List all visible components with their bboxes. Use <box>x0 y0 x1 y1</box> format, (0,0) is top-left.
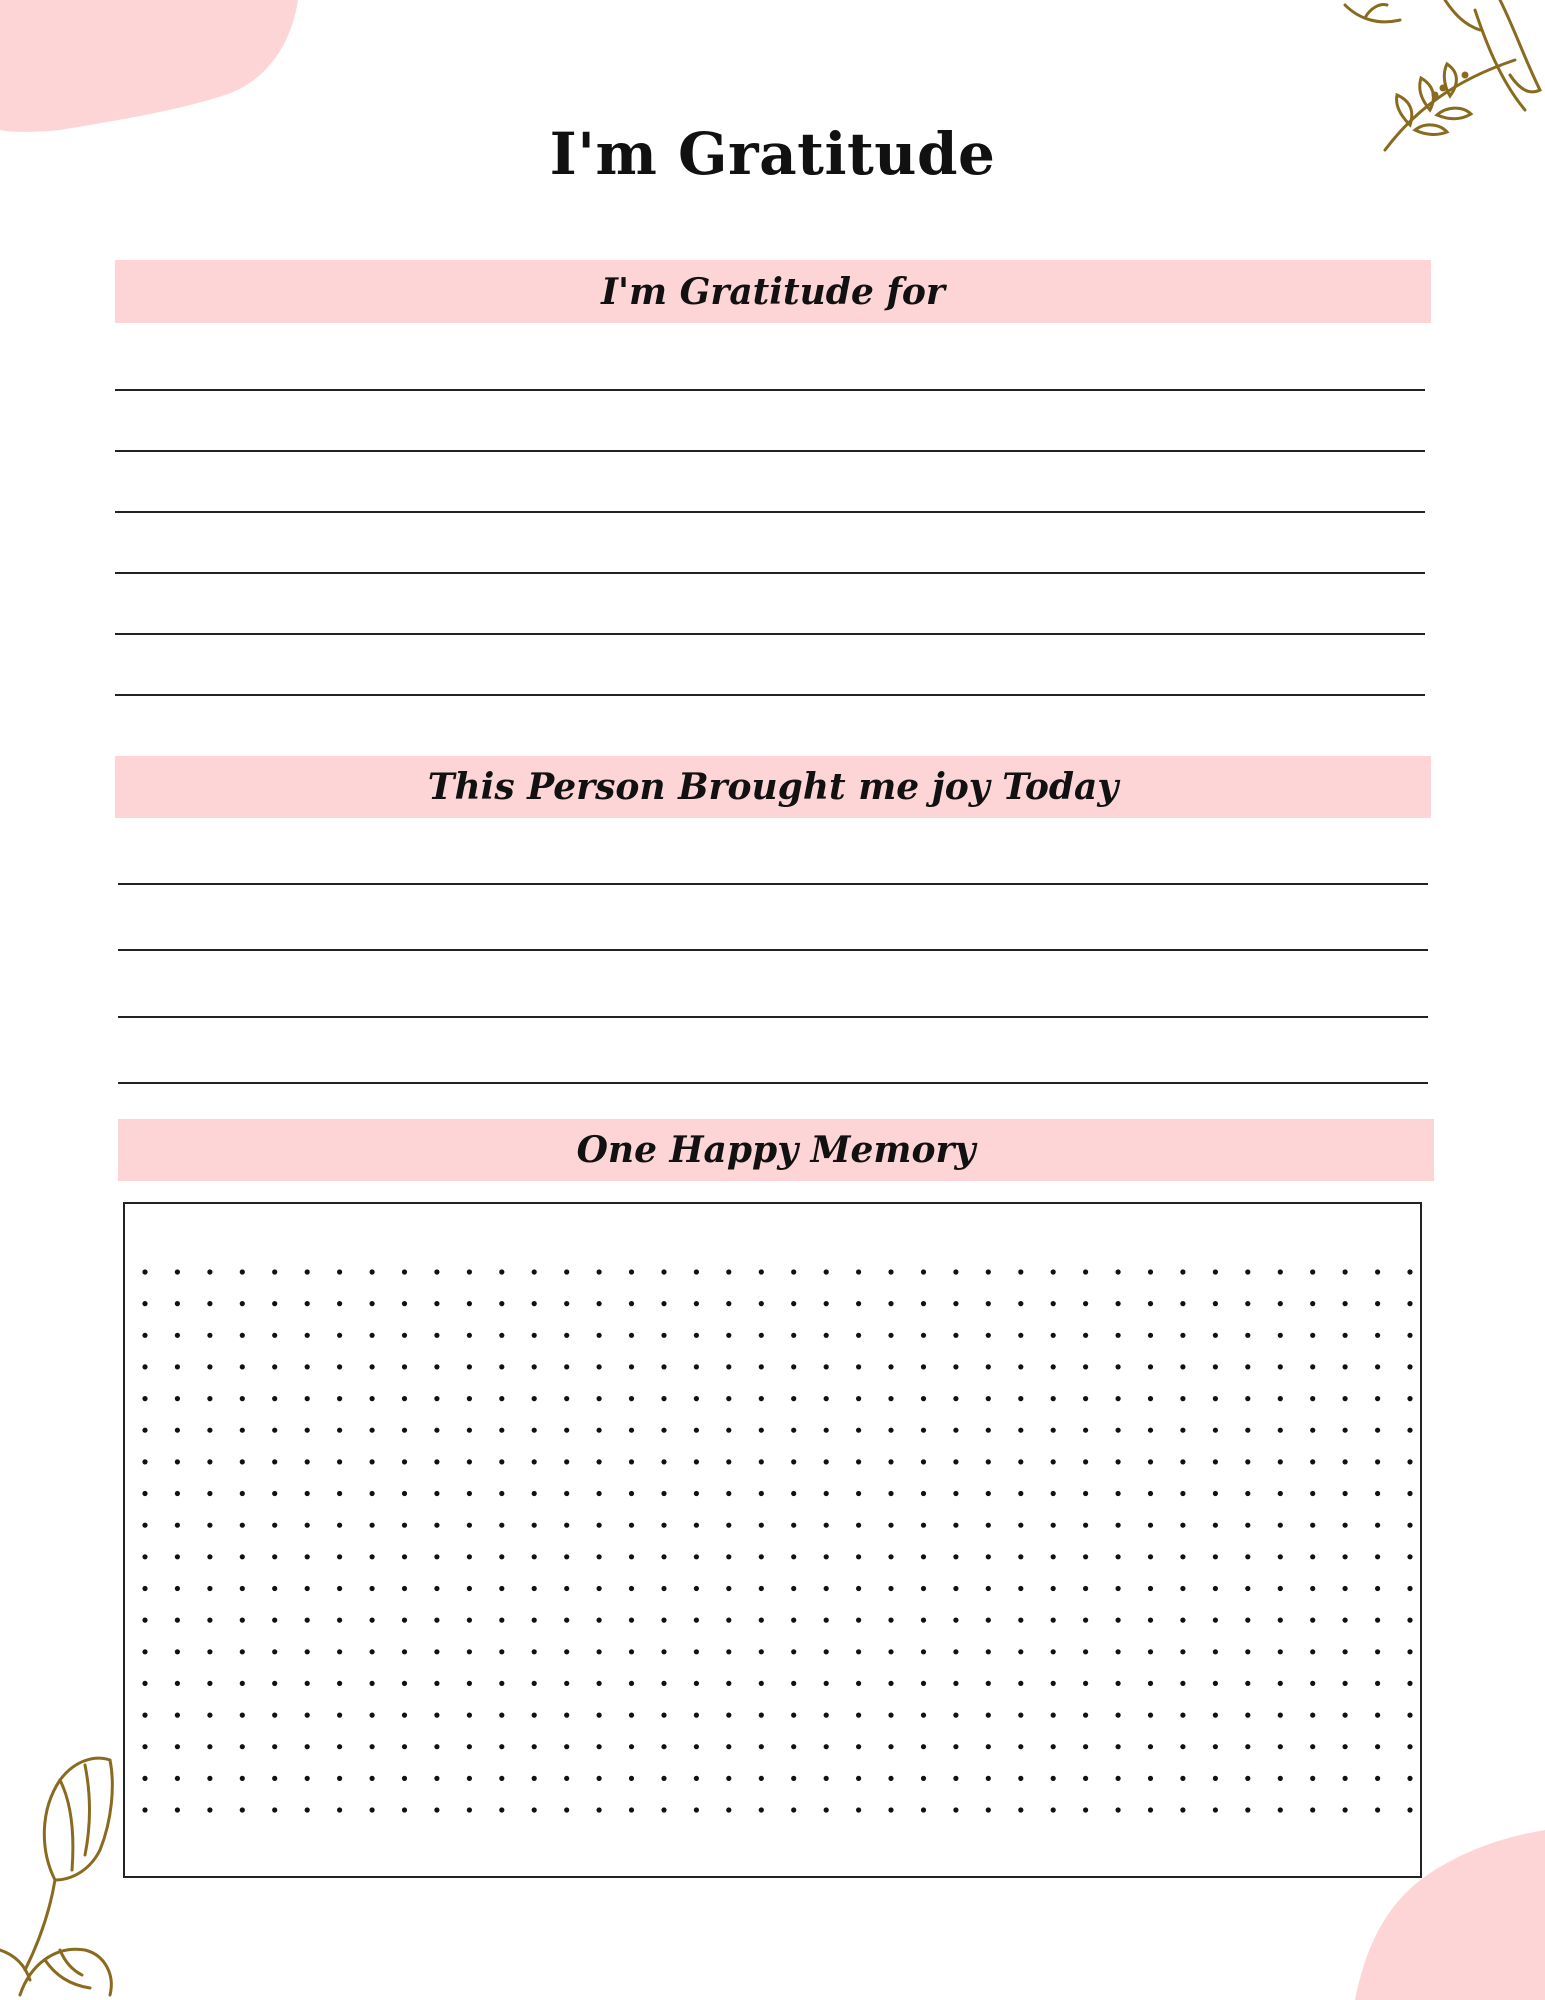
writing-line[interactable] <box>115 633 1425 635</box>
section-header-joy-person <box>115 756 1431 818</box>
pink-blob-top-left <box>0 0 310 140</box>
section-heading: This Person Brought me joy Today <box>427 766 1119 808</box>
writing-line[interactable] <box>115 511 1425 513</box>
page-title: I'm Gratitude <box>549 120 996 188</box>
writing-line[interactable] <box>115 694 1425 696</box>
writing-line[interactable] <box>118 949 1428 951</box>
writing-line[interactable] <box>115 389 1425 391</box>
section-heading: One Happy Memory <box>576 1129 976 1171</box>
section-header-gratitude <box>115 260 1431 323</box>
writing-line[interactable] <box>118 1016 1428 1018</box>
writing-line[interactable] <box>118 1082 1428 1084</box>
writing-line[interactable] <box>115 572 1425 574</box>
section-header-happy-memory <box>118 1119 1434 1181</box>
dot-grid <box>125 1204 1420 1876</box>
section-heading: I'm Gratitude for <box>601 270 945 313</box>
writing-line[interactable] <box>118 883 1428 885</box>
memory-dot-grid-box[interactable] <box>123 1202 1422 1878</box>
writing-line[interactable] <box>115 450 1425 452</box>
